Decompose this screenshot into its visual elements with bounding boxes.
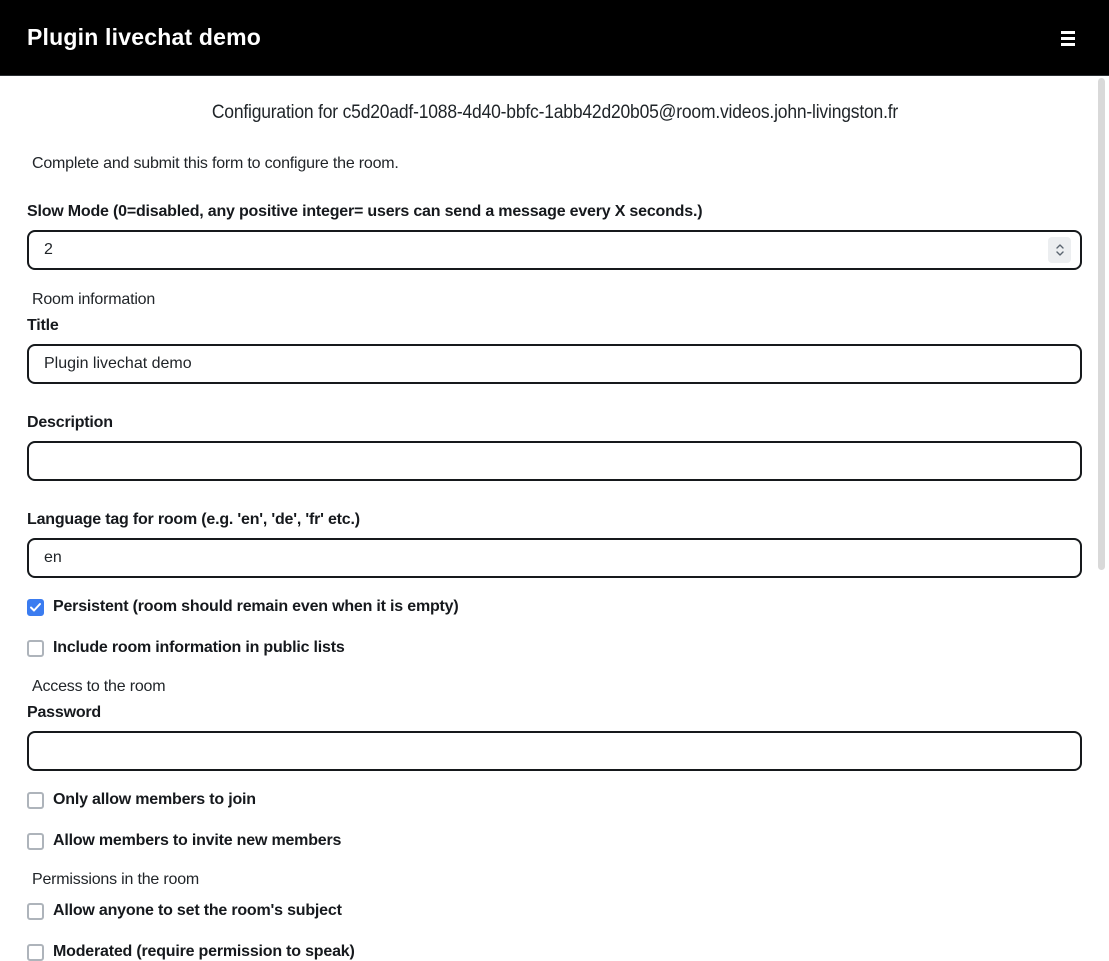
hamburger-icon [1061, 31, 1075, 46]
chevron-up-icon [1056, 244, 1064, 249]
members-only-checkbox[interactable] [27, 792, 44, 809]
slow-mode-input[interactable] [27, 230, 1082, 270]
section-access-to-room: Access to the room [32, 678, 166, 695]
persistent-checkbox-row[interactable] [27, 598, 1082, 616]
members-invite-checkbox[interactable] [27, 833, 44, 850]
check-icon [30, 603, 41, 612]
public-list-checkbox[interactable] [27, 640, 44, 657]
persistent-checkbox-label: Persistent (room should remain even when it is empty) [53, 598, 459, 615]
members-only-checkbox-label: Only allow members to join [53, 791, 256, 808]
form-intro: Complete and submit this form to configure the room. [32, 155, 399, 172]
password-input[interactable] [27, 731, 1082, 771]
description-label: Description [27, 414, 113, 431]
public-list-checkbox-row[interactable] [27, 639, 1082, 657]
section-permissions: Permissions in the room [32, 871, 200, 888]
language-label: Language tag for room (e.g. 'en', 'de', 'fr' etc.) [27, 511, 360, 528]
section-room-information: Room information [32, 291, 156, 308]
language-input[interactable] [27, 538, 1082, 578]
room-configuration-form [0, 102, 1109, 961]
moderated-checkbox[interactable] [27, 944, 44, 961]
page-title: Configuration for c5d20adf-1088-4d40-bbfc-1abb42d20b05@room.videos.john-livingston.fr [211, 102, 898, 123]
password-label: Password [27, 704, 101, 721]
chevron-down-icon [1056, 251, 1064, 256]
menu-button[interactable] [1051, 22, 1085, 54]
scrollbar[interactable] [1098, 78, 1105, 570]
language-field-wrap [27, 538, 1082, 578]
subject-checkbox[interactable] [27, 903, 44, 920]
slow-mode-label: Slow Mode (0=disabled, any positive integer= users can send a message every X seconds.) [27, 203, 703, 220]
title-label: Title [27, 317, 59, 334]
subject-checkbox-label: Allow anyone to set the room's subject [53, 902, 342, 919]
title-input[interactable] [27, 344, 1082, 384]
app-header [0, 0, 1109, 76]
members-only-checkbox-row[interactable] [27, 791, 1082, 809]
slow-mode-field-wrap [27, 230, 1082, 270]
password-field-wrap [27, 731, 1082, 771]
number-stepper[interactable] [1048, 237, 1071, 263]
subject-checkbox-row[interactable] [27, 902, 1082, 920]
public-list-checkbox-label: Include room information in public lists [53, 639, 345, 656]
app-title: Plugin livechat demo [27, 24, 262, 50]
moderated-checkbox-row[interactable] [27, 943, 1082, 961]
moderated-checkbox-label: Moderated (require permission to speak) [53, 943, 355, 960]
members-invite-checkbox-label: Allow members to invite new members [53, 832, 342, 849]
description-field-wrap [27, 441, 1082, 481]
members-invite-checkbox-row[interactable] [27, 832, 1082, 850]
description-input[interactable] [27, 441, 1082, 481]
title-field-wrap [27, 344, 1082, 384]
persistent-checkbox[interactable] [27, 599, 44, 616]
